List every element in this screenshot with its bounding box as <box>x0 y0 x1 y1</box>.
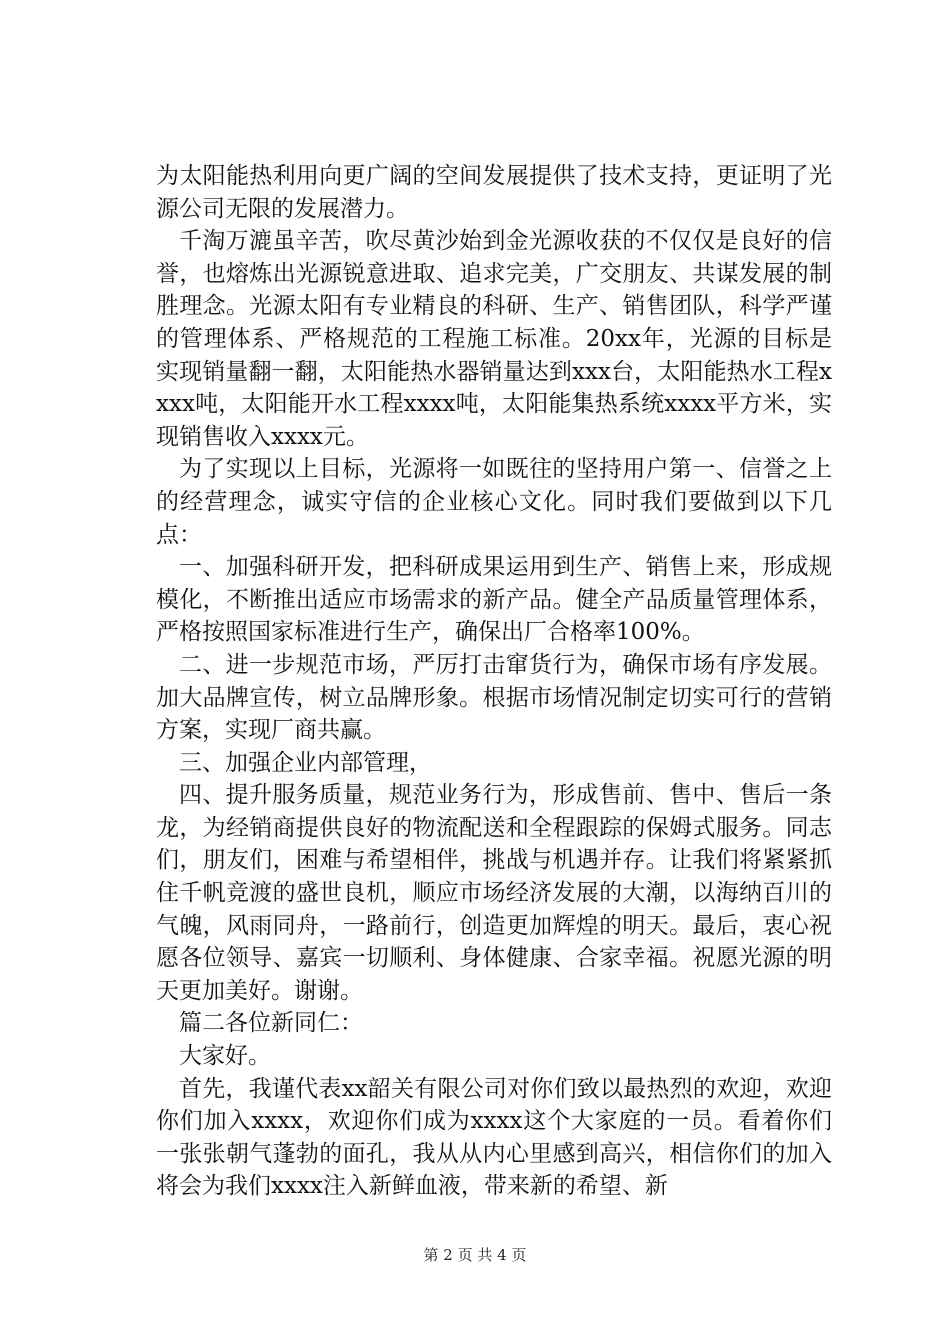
document-body <box>156 160 832 1203</box>
paragraph: 四、提升服务质量，规范业务行为，形成售前、售中、售后一条龙，为经销商提供良好的物流配送和全程跟踪的保姆式服务。同志们，朋友们，困难与希望相伴，挑战与机遇并存。让我们将紧紧抓住千帆竞渡的盛世良机，顺应市场经济发展的大潮，以海纳百川的气魄，风雨同舟，一路前行，创造更加辉煌的明天。最后，衷心祝愿各位领导、嘉宾一切顺利、身体健康、合家幸福。祝愿光源的明天更加美好。谢谢。 <box>156 782 832 1004</box>
paragraph: 为了实现以上目标，光源将一如既往的坚持用户第一、信誉之上的经营理念，诚实守信的企业核心文化。同时我们要做到以下几点： <box>156 456 832 548</box>
page-footer <box>0 1244 950 1265</box>
paragraph: 篇二各位新同仁： <box>179 1010 363 1037</box>
paragraph: 二、进一步规范市场，严厉打击窜货行为，确保市场有序发展。加大品牌宣传，树立品牌形象。根据市场情况制定切实可行的营销方案，实现厂商共赢。 <box>156 651 832 744</box>
paragraph: 首先，我谨代表xx韶关有限公司对你们致以最热烈的欢迎，欢迎你们加入xxxx，欢迎你们成为xxxx这个大家庭的一员。看着你们一张张朝气蓬勃的面孔，我从从内心里感到高兴，相信你们的加入将会为我们xxxx注入新鲜血液，带来新的希望、新 <box>156 1075 832 1200</box>
paragraph: 千淘万漉虽辛苦，吹尽黄沙始到金光源收获的不仅仅是良好的信誉，也熔炼出光源锐意进取、追求完美，广交朋友、共谋发展的制胜理念。光源太阳有专业精良的科研、生产、销售团队，科学严谨的管理体系、严格规范的工程施工标准。20xx年，光源的目标是实现销量翻一翻，太阳能热水器销量达到xxx台，太阳能热水工程xxxx吨，太阳能开水工程xxxx吨，太阳能集热系统xxxx平方米，实现销售收入xxxx元。 <box>156 228 832 450</box>
paragraph: 一、加强科研开发，把科研成果运用到生产、销售上来，形成规模化，不断推出适应市场需求的新产品。健全产品质量管理体系，严格按照国家标准进行生产，确保出厂合格率100%。 <box>156 554 832 646</box>
paragraph: 为太阳能热利用向更广阔的空间发展提供了技术支持，更证明了光源公司无限的发展潜力。 <box>156 163 832 222</box>
page-number: 第 2 页 共 4 页 <box>423 1246 527 1264</box>
paragraph: 三、加强企业内部管理， <box>179 749 432 776</box>
paragraph: 大家好。 <box>179 1043 271 1070</box>
